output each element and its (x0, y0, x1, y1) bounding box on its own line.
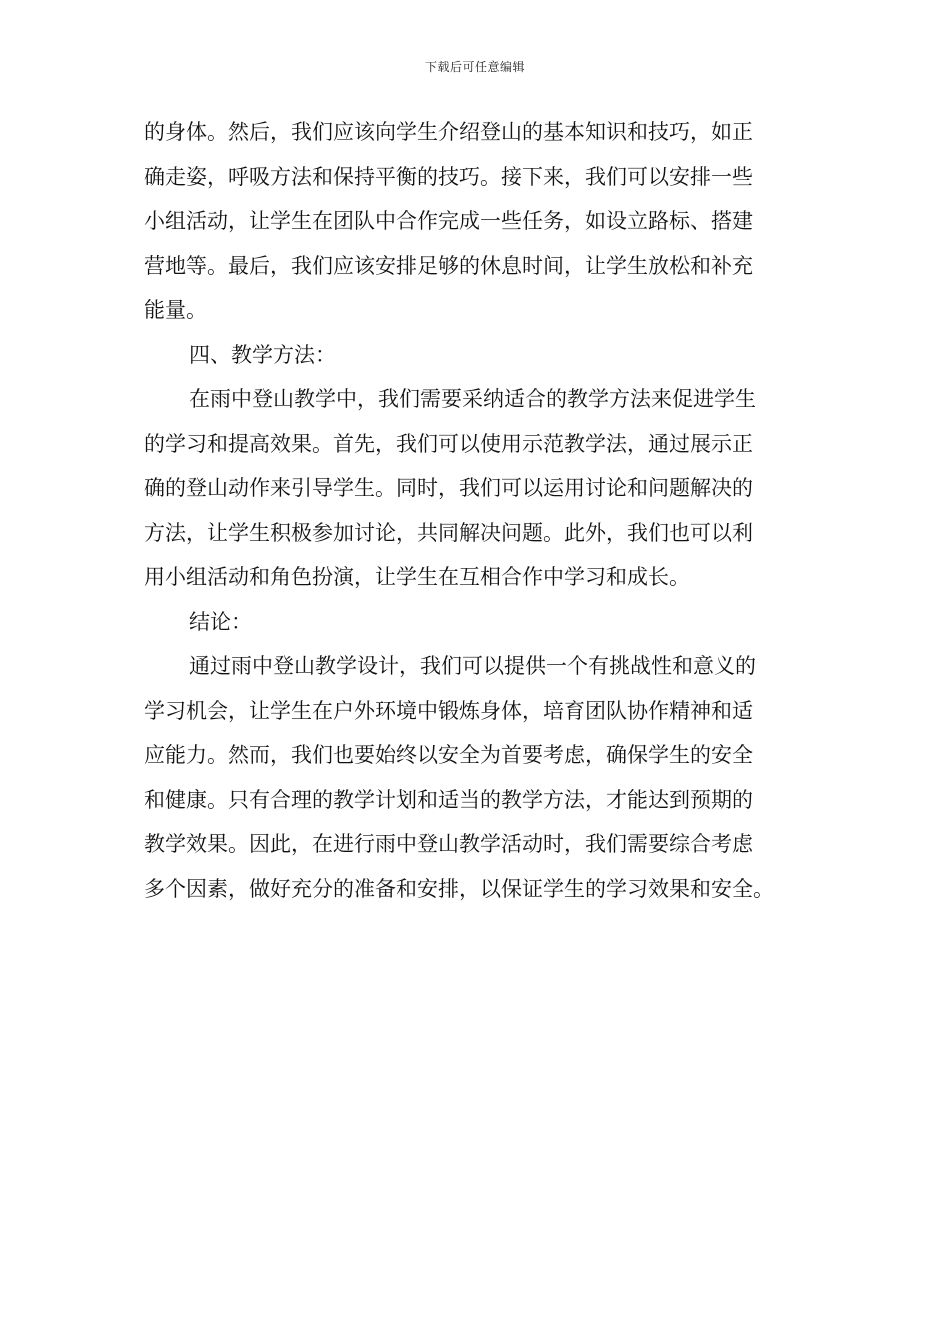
paragraph (144, 644, 804, 911)
text-line: 通过雨中登山教学设计，我们可以提供一个有挑战性和意义的 (189, 654, 756, 678)
document-body (144, 110, 804, 911)
text-line: 学习机会，让学生在户外环境中锻炼身体，培育团队协作精神和适 (144, 698, 753, 723)
text-line: 小组活动，让学生在团队中合作完成一些任务，如设立路标、搭建 (144, 209, 753, 233)
text-line: 的学习和提高效果。首先，我们可以使用示范教学法，通过展示正 (144, 431, 753, 456)
text-line: 营地等。最后，我们应该安排足够的休息时间，让学生放松和补充 (144, 253, 753, 278)
text-line: 确走姿，呼吸方法和保持平衡的技巧。接下来，我们可以安排一些 (144, 164, 753, 189)
section-heading: 四、教学方法： (189, 342, 336, 367)
paragraph (144, 110, 804, 333)
text-line: 多个因素，做好充分的准备和安排，以保证学生的学习效果和安全。 (144, 876, 774, 901)
text-line: 的身体。然后，我们应该向学生介绍登山的基本知识和技巧，如正 (144, 120, 753, 144)
text-line: 用小组活动和角色扮演，让学生在互相合作中学习和成长。 (144, 565, 690, 589)
text-line: 教学效果。因此，在进行雨中登山教学活动时，我们需要综合考虑 (144, 832, 753, 856)
text-line: 在雨中登山教学中，我们需要采纳适合的教学方法来促进学生 (189, 387, 756, 411)
text-line: 和健康。只有合理的教学计划和适当的教学方法，才能达到预期的 (144, 787, 753, 812)
paragraph (144, 377, 804, 600)
text-line: 确的登山动作来引导学生。同时，我们可以运用讨论和问题解决的 (144, 476, 753, 500)
text-line: 应能力。然而，我们也要始终以安全为首要考虑，确保学生的安全 (144, 743, 753, 767)
text-line: 方法，让学生积极参加讨论，共同解决问题。此外，我们也可以利 (144, 520, 753, 545)
page-header: 下载后可任意编辑 (424, 60, 525, 74)
text-line: 能量。 (144, 298, 207, 322)
section-heading: 结论： (189, 609, 252, 634)
